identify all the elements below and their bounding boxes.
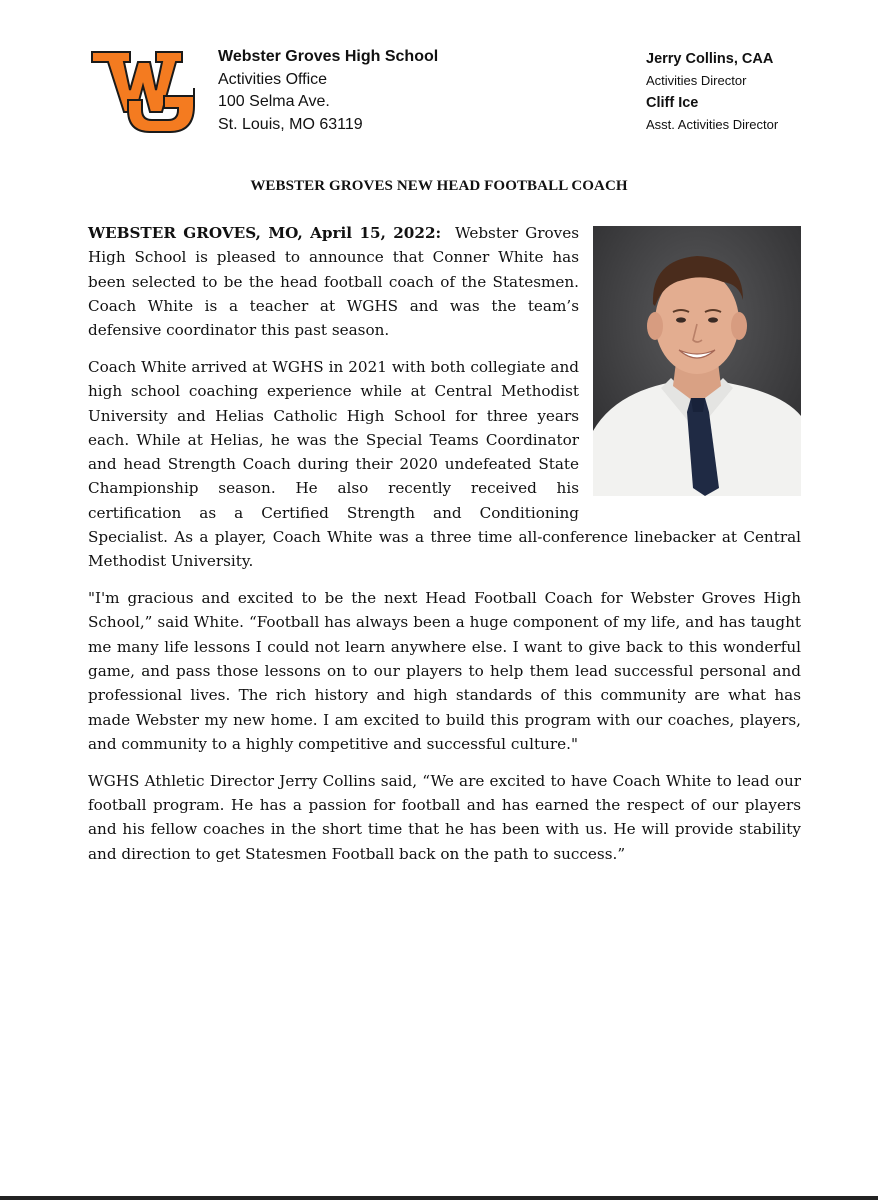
- address-line-2: St. Louis, MO 63119: [218, 115, 363, 133]
- school-info: [218, 46, 438, 136]
- dateline: WEBSTER GROVES, MO, April 15, 2022:: [88, 224, 442, 242]
- office-name: Activities Office: [218, 70, 328, 88]
- coach-portrait-image: [593, 226, 801, 496]
- director-name: Jerry Collins, CAA: [646, 51, 774, 67]
- paragraph-1-text: Webster Groves High School is pleased to announce that Conner White has been selected to be the head football coach of the Statesmen. Coach White is a teacher at WGHS and was the team’s defensive coordinator this past season.: [88, 224, 580, 340]
- school-logo: [90, 48, 200, 136]
- page-title: WEBSTER GROVES NEW HEAD FOOTBALL COACH: [250, 178, 628, 194]
- paragraph-4: WGHS Athletic Director Jerry Collins said, “We are excited to have Coach White to lead our football program. He has a passion for football and has earned the respect of our players and his fellow coaches in the short time that he has been with us. He will provide stability and direction to get Statesmen Football back on the path to success.”: [88, 771, 801, 863]
- assistant-title: Asst. Activities Director: [646, 117, 779, 132]
- assistant-name: Cliff Ice: [646, 95, 699, 111]
- director-title: Activities Director: [646, 73, 747, 88]
- article-body: [88, 221, 801, 878]
- coach-photo: [593, 226, 801, 496]
- address-line-1: 100 Selma Ave.: [218, 93, 330, 110]
- paragraph-2: Coach White arrived at WGHS in 2021 with both collegiate and high school coaching experience while at Central Methodist University and Helias Catholic High School for three years each. While at Helias, he was the Special Teams Coordinator and head Strength Coach during their 2020 undefeated State Championship season. He also recently received his certification as a Certified Strength and Conditioning Specialist. As a player, Coach White was a three time all-conference linebacker at Central Methodist University.: [88, 357, 801, 571]
- school-name: Webster Groves High School: [218, 48, 439, 65]
- paragraph-3: "I'm gracious and excited to be the next Head Football Coach for Webster Groves High School,” said White. “Football has always been a huge component of my life, and has taught me many life lessons I could not learn anywhere else. I want to give back to this wonderful game, and pass those lessons on to our players to help them lead successful personal and professional lives. The rich history and high standards of this community are what has made Webster my new home. I am excited to build this program with our coaches, players, and community to a highly competitive and successful culture.": [88, 589, 801, 753]
- staff-info: [646, 48, 778, 136]
- page-bottom-edge: [0, 1196, 878, 1200]
